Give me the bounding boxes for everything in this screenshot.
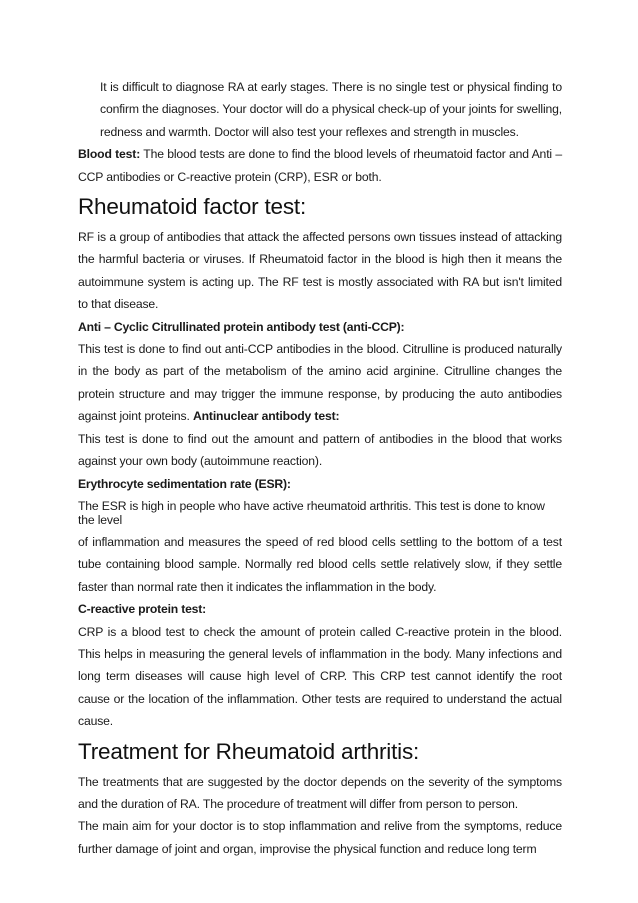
anti-ccp-paragraph (78, 338, 562, 428)
anti-ccp-heading: Anti – Cyclic Citrullinated protein antibody test (anti-CCP): (78, 319, 405, 334)
treatment-heading: Treatment for Rheumatoid arthritis: (78, 738, 420, 764)
antinuclear-heading: Antinuclear antibody test: (192, 409, 340, 424)
blood-test-label: Blood test: (78, 147, 141, 162)
document-page (78, 76, 562, 860)
esr-heading: Erythrocyte sedimentation rate (ESR): (78, 476, 291, 491)
anti-ccp-text: This test is done to find out anti-CCP antibodies in the blood. Citrulline is produced naturally in the body as part of the metabolism of the amino acid arginine. Citrulline changes the protein structure and may trigger the immune response, by producing the auto antibodies against joint proteins. (78, 342, 562, 424)
treatment-paragraph-2: The main aim for your doctor is to stop inflammation and relive from the symptoms, reduce further damage of joint and organ, improvise the physical function and reduce long term (78, 819, 562, 856)
blood-test-text: The blood tests are done to find the blood levels of rheumatoid factor and Anti – CCP antibodies or C-reactive protein (CRP), ESR or both. (78, 147, 562, 184)
intro-paragraph: It is difficult to diagnose RA at early stages. There is no single test or physical finding to confirm the diagnoses. Your doctor will do a physical check-up of your joints for swelling, redness and warmth. Doctor will also test your reflexes and strength in muscles. (100, 80, 562, 139)
rf-heading: Rheumatoid factor test: (78, 194, 307, 220)
blood-test-paragraph (78, 143, 562, 188)
antinuclear-paragraph: This test is done to find out the amount and pattern of antibodies in the blood that works against your own body (autoimmune reaction). (78, 431, 562, 469)
esr-paragraph: of inflammation and measures the speed of red blood cells settling to the bottom of a test tube containing blood sample. Normally red blood cells settle relatively slow, if they settle faster than normal rate then it indicates the inflammation in the body. (78, 534, 562, 594)
crp-heading: C-reactive protein test: (78, 602, 206, 617)
treatment-paragraph-1: The treatments that are suggested by the doctor depends on the severity of the symptoms and the duration of RA. The procedure of treatment will differ from person to person. (78, 774, 562, 811)
esr-first-line: The ESR is high in people who have active rheumatoid arthritis. This test is done to know the level (78, 498, 545, 527)
crp-paragraph: CRP is a blood test to check the amount of protein called C-reactive protein in the blood. This helps in measuring the general levels of inflammation in the body. Many infections and long term diseases will cause high level of CRP. This CRP test cannot identify the root cause or the location of the inflammation. Other tests are required to understand the actual cause. (78, 624, 562, 729)
rf-paragraph: RF is a group of antibodies that attack the affected persons own tissues instead of attacking the harmful bacteria or viruses. If Rheumatoid factor in the blood is high then it means the autoimmune system is acting up. The RF test is mostly associated with RA but isn't limited to that disease. (78, 230, 562, 312)
